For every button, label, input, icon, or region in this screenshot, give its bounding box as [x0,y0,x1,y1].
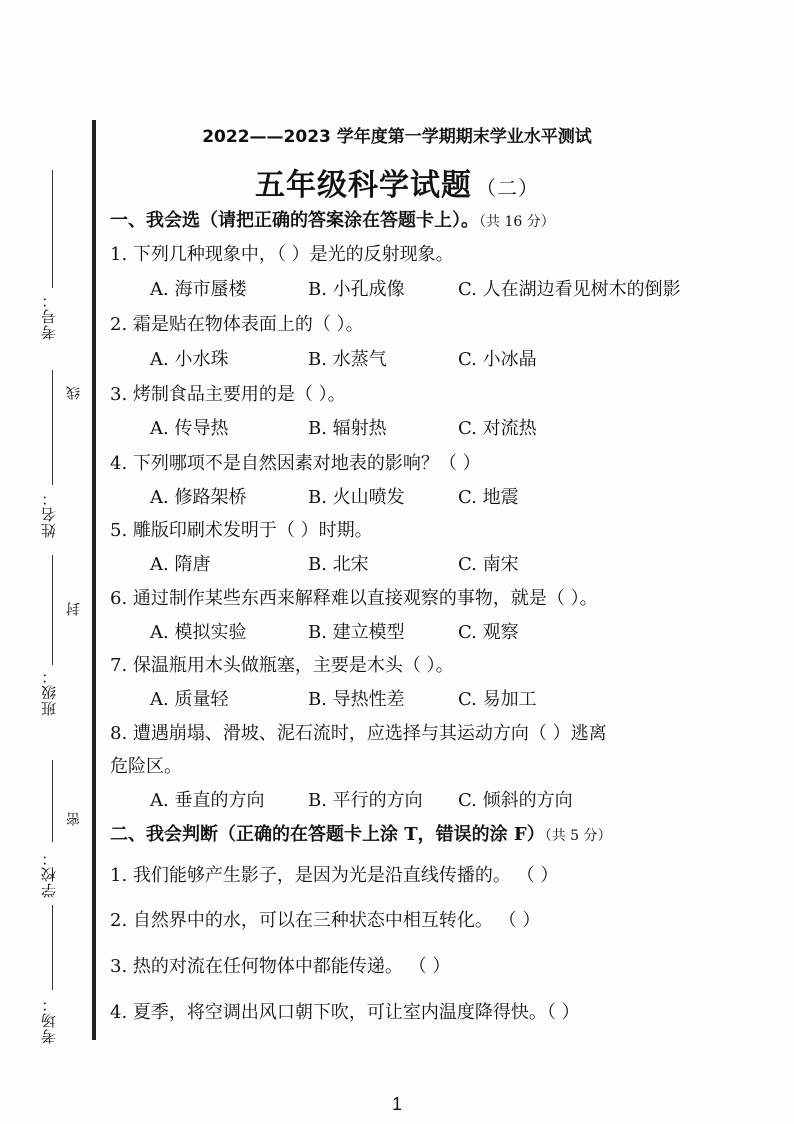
section1-heading [110,206,555,232]
judgement-item-1: 1. 我们能够产生影子，是因为光是沿直线传播的。 （ ） [110,865,559,886]
field-underline [52,555,53,665]
field-school: 学校： [40,850,58,898]
section1-points: （共 16 分） [479,214,555,230]
question-2-stem: 2. 霜是贴在物体表面上的（ ）。 [110,314,364,335]
judgement-item-3: 3. 热的对流在任何物体中都能传递。 （ ） [110,956,451,977]
seal-char-line: 线 [66,386,82,400]
field-underline [52,370,53,485]
q4-option-b: B. 火山喷发 [308,487,405,508]
q1-option-a: A. 海市蜃楼 [150,279,247,300]
title-text: 五年级科学试题 [255,168,472,203]
field-exam-number: 考号： [40,292,58,340]
q4-option-a: A. 修路架桥 [150,487,247,508]
question-4-stem: 4. 下列哪项不是自然因素对地表的影响？（ ） [110,453,481,474]
q4-option-c: C. 地震 [458,487,519,508]
q8-option-a: A. 垂直的方向 [150,790,265,811]
section2-points: （共 5 分） [544,828,612,844]
exam-name: 2022——2023 学年度第一学期期末学业水平测试 [202,127,592,147]
seal-char-secret: 密 [66,812,82,826]
question-8-stem: 8. 遭遇崩塌、滑坡、泥石流时，应选择与其运动方向（ ）逃离 [110,723,607,744]
q8-option-c: C. 倾斜的方向 [458,790,573,811]
page-number: 1 [391,1094,402,1114]
q6-option-b: B. 建立模型 [308,622,405,643]
q2-option-a: A. 小水珠 [150,349,229,370]
field-underline [52,760,53,842]
q1-option-c: C. 人在湖边看见树木的倒影 [458,279,681,300]
section2-heading-text: 二、我会判断（正确的在答题卡上涂 T，错误的涂 F） [110,824,545,845]
field-exam-room: 考场： [40,996,58,1044]
field-name: 姓名： [40,490,58,538]
question-6-stem: 6. 通过制作某些东西来解释难以直接观察的事物，就是（ ）。 [110,588,598,609]
question-8-stem-cont: 危险区。 [110,756,182,777]
q6-option-a: A. 模拟实验 [150,622,247,643]
question-1-stem: 1. 下列几种现象中，（ ）是光的反射现象。 [110,244,454,265]
q1-option-b: B. 小孔成像 [308,279,405,300]
section1-heading-text: 一、我会选（请把正确的答案涂在答题卡上）。 [110,210,479,231]
binding-line [92,120,96,1040]
q7-option-b: B. 导热性差 [308,689,405,710]
q5-option-c: C. 南宋 [458,554,519,575]
q2-option-c: C. 小冰晶 [458,349,537,370]
q5-option-a: A. 隋唐 [150,554,211,575]
q3-option-b: B. 辐射热 [308,418,387,439]
q7-option-a: A. 质量轻 [150,689,229,710]
judgement-item-4: 4. 夏季，将空调出风口朝下吹，可让室内温度降得快。（ ） [110,1002,580,1023]
judgement-item-2: 2. 自然界中的水，可以在三种状态中相互转化。 （ ） [110,910,541,931]
q8-option-b: B. 平行的方向 [308,790,423,811]
q3-option-c: C. 对流热 [458,418,537,439]
title-suffix: （二） [476,176,539,200]
question-3-stem: 3. 烤制食品主要用的是（ ）。 [110,384,346,405]
q3-option-a: A. 传导热 [150,418,229,439]
q2-option-b: B. 水蒸气 [308,349,387,370]
field-underline [52,905,53,990]
question-5-stem: 5. 雕版印刷术发明于（ ）时期。 [110,520,373,541]
q5-option-b: B. 北宋 [308,554,369,575]
field-class: 班级： [40,668,58,716]
seal-char-seal: 封 [66,602,82,616]
question-7-stem: 7. 保温瓶用木头做瓶塞，主要是木头（ ）。 [110,655,454,676]
q7-option-c: C. 易加工 [458,689,537,710]
page-title [0,160,794,204]
q6-option-c: C. 观察 [458,622,519,643]
section2-heading [110,820,612,846]
